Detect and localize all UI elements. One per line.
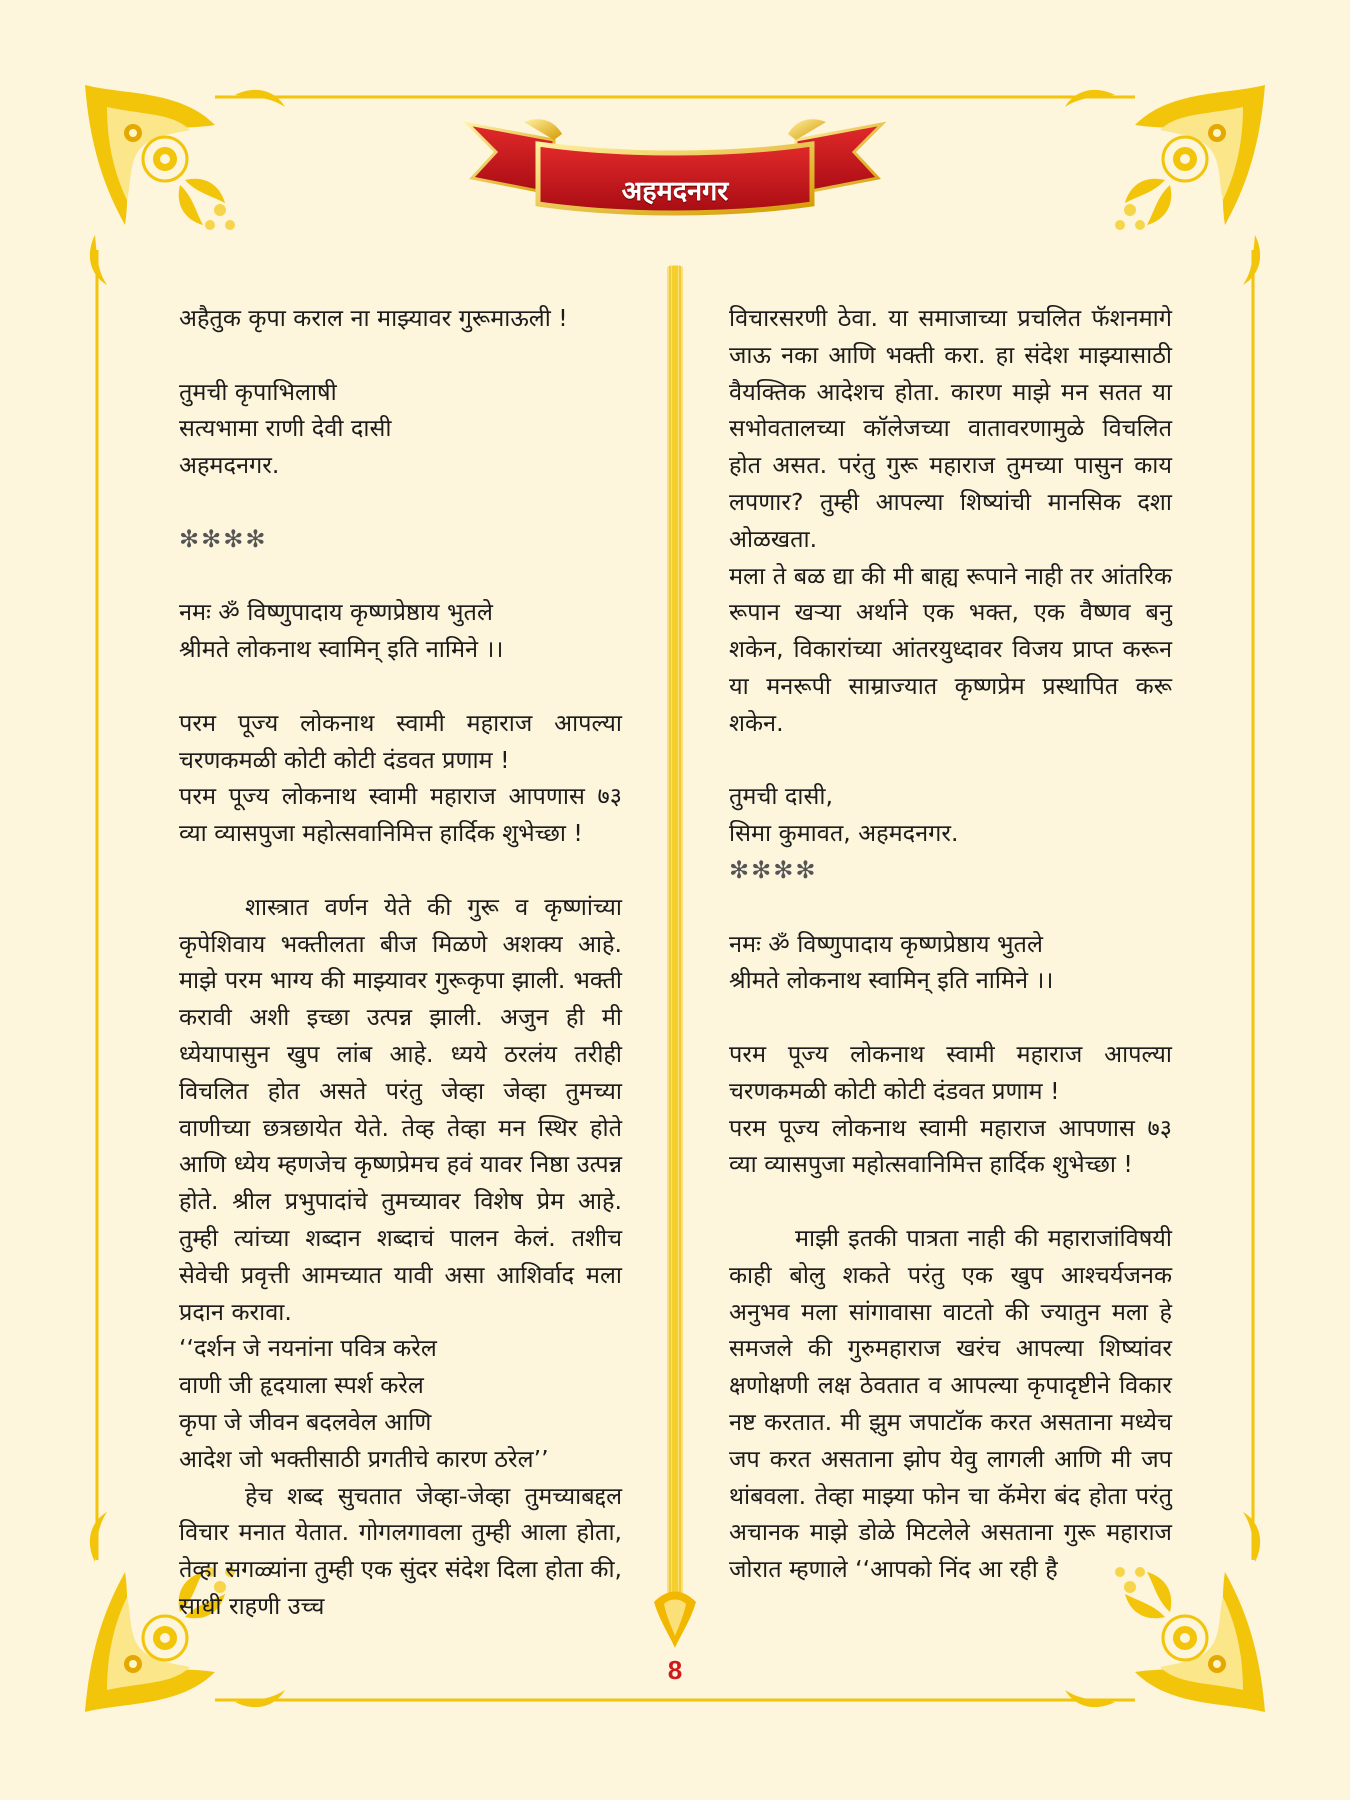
right-verse-line-1: नमः ॐ विष्णुपादाय कृष्णप्रेष्ठाय भुतले xyxy=(729,929,1043,958)
ribbon-title: अहमदनगर xyxy=(621,176,729,207)
right-paragraph-5: माझी इतकी पात्रता नाही की महाराजांविषयी काही बोलु शकते परंतु एक खुप आश्चर्यजनक अनुभव मला सांगावासा वाटतो की ज्यातुन मला हे समजले की गुरुमहाराज खरंच आपल्या शिष्यांवर क्षणोक्षणी लक्ष ठेवतात व आपल्या कृपादृष्टीने विकार नष्ट करतात. मी झुम जपाटॉक करत असताना मध्येच जप करत असताना झोप येवु लागली आणि मी जप थांबवला. तेव्हा माझ्या फोन चा कॅमेरा बंद होता परंतु अचानक माझे डोळे मिटलेले असताना गुरू महाराज जोरात म्हणाले ‘‘आपको निंद आ रही है xyxy=(729,1223,1172,1584)
column-divider xyxy=(650,262,700,1652)
left-paragraph-4: परम पूज्य लोकनाथ स्वामी महाराज आपणास ७३ व्या व्यासपुजा महोत्सवानिमित्त हार्दिक शुभेच्छा ! xyxy=(179,782,622,848)
left-signature-line-1: तुमची कृपाभिलाषी xyxy=(179,377,337,406)
right-signature-line-2: सिमा कुमावत, अहमदनगर. xyxy=(729,819,959,848)
left-paragraph-6: हेच शब्द सुचतात जेव्हा-जेव्हा तुमच्याबद्दल विचार मनात येतात. गोगलगावला तुम्ही आला होता, तेव्हा सगळ्यांना तुम्ही एक सुंदर संदेश दिला होता की, साधी राहणी उच्च xyxy=(179,1481,622,1620)
right-paragraph-4: परम पूज्य लोकनाथ स्वामी महाराज आपणास ७३ व्या व्यासपुजा महोत्सवानिमित्त हार्दिक शुभेच्छा ! xyxy=(729,1113,1172,1179)
right-column xyxy=(729,300,1172,1588)
right-paragraph-1: विचारसरणी ठेवा. या समाजाच्या प्रचलित फॅशनमागे जाऊ नका आणि भक्ती करा. हा संदेश माझ्यासाठी वैयक्तिक आदेशच होता. कारण माझे मन सतत या सभोवतालच्या कॉलेजच्या वातावरणामुळे विचलित होत असत. परंतु गुरू महाराज तुमच्या पासुन काय लपणार? तुम्ही आपल्या शिष्यांची मानसिक दशा ओळखता. xyxy=(729,304,1172,553)
left-paragraph-1: अहैतुक कृपा कराल ना माझ्यावर गुरूमाऊली ! xyxy=(179,304,568,332)
left-quote-line-1: ‘‘दर्शन जे नयनांना पवित्र करेल xyxy=(179,1334,437,1363)
left-column xyxy=(179,300,622,1625)
title-ribbon xyxy=(462,112,888,230)
right-verse-line-2: श्रीमते लोकनाथ स्वामिन् इति नामिने ।। xyxy=(729,966,1054,995)
left-signature-line-2: सत्यभामा राणी देवी दासी xyxy=(179,414,392,443)
left-quote-line-4: आदेश जो भक्तीसाठी प्रगतीचे कारण ठरेल’’ xyxy=(179,1444,549,1473)
right-paragraph-3: परम पूज्य लोकनाथ स्वामी महाराज आपल्या चरणकमळी कोटी कोटी दंडवत प्रणाम ! xyxy=(729,1039,1172,1105)
left-signature-line-3: अहमदनगर. xyxy=(179,451,280,480)
right-separator-stars: ✻✻✻✻ xyxy=(729,855,818,884)
left-paragraph-3: परम पूज्य लोकनाथ स्वामी महाराज आपल्या चरणकमळी कोटी कोटी दंडवत प्रणाम ! xyxy=(179,708,622,774)
left-quote-line-2: वाणी जी हृदयाला स्पर्श करेल xyxy=(179,1371,424,1400)
left-quote-line-3: कृपा जे जीवन बदलवेल आणि xyxy=(179,1407,432,1436)
left-verse-line-1: नमः ॐ विष्णुपादाय कृष्णप्रेष्ठाय भुतले xyxy=(179,598,493,627)
right-paragraph-2: मला ते बळ द्या की मी बाह्य रूपाने नाही तर आंतरिक रूपान खऱ्या अर्थाने एक भक्त, एक वैष्णव बनु शकेन, विकारांच्या आंतरयुध्दावर विजय प्राप्त करून या मनरूपी साम्राज्यात कृष्णप्रेम प्रस्थापित करू शकेन. xyxy=(729,561,1172,737)
left-verse-line-2: श्रीमते लोकनाथ स्वामिन् इति नामिने ।। xyxy=(179,635,504,664)
left-paragraph-5: शास्त्रात वर्णन येते की गुरू व कृष्णांच्या कृपेशिवाय भक्तीलता बीज मिळणे अशक्य आहे. माझे परम भाग्य की माझ्यावर गुरूकृपा झाली. भक्ती करावी अशी इच्छा उत्पन्न झाली. अजुन ही मी ध्येयापासुन खुप लांब आहे. ध्यये ठरलंय तरीही विचलित होत असते परंतु जेव्हा जेव्हा तुमच्या वाणीच्या छत्रछायेत येते. तेव्ह तेव्हा मन स्थिर होते आणि ध्येय म्हणजेच कृष्णप्रेमच हवं यावर निष्ठा उत्पन्न होते. श्रील प्रभुपादांचे तुमच्यावर विशेष प्रेम आहे. तुम्ही त्यांच्या शब्दान शब्दाचं पालन केलं. तशीच सेवेची प्रवृत्ती आमच्यात यावी असा आशिर्वाद मला प्रदान करावा. xyxy=(179,892,622,1326)
right-signature-line-1: तुमची दासी, xyxy=(729,782,833,811)
left-separator-stars: ✻✻✻✻ xyxy=(179,524,268,553)
page-number: 8 xyxy=(667,1655,683,1685)
